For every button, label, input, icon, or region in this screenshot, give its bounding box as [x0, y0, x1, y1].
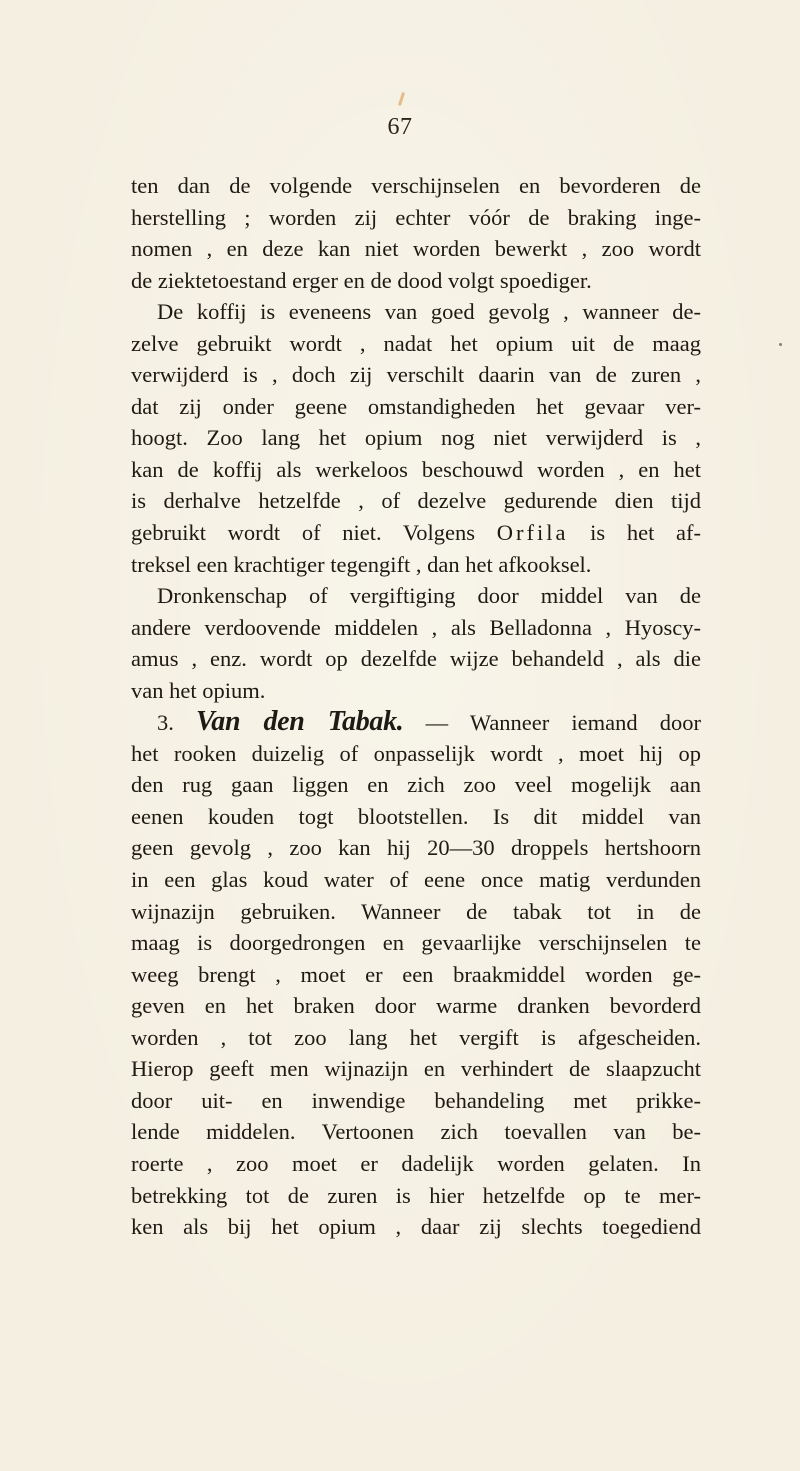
orfila-before: gebruikt wordt of niet. Volgens: [131, 520, 476, 546]
text-line: treksel een krachtiger tegengift , dan het afkooksel.: [131, 551, 592, 577]
text-line: in een glas koud water of eene once matig verdunden: [131, 867, 701, 893]
text-line: Hierop geeft men wijnazijn en verhindert de slaapzucht: [131, 1056, 701, 1082]
text-line: van het opium.: [131, 677, 266, 703]
section-heading-rest: — Wanneer iemand door: [425, 710, 702, 736]
section-number: 3.: [157, 710, 174, 736]
text-line: door uit- en inwendige behandeling met prikke-: [131, 1087, 701, 1113]
stray-ink-mark: [398, 92, 405, 106]
text-line: eenen kouden togt blootstellen. Is dit middel van: [131, 803, 701, 829]
text-line: weeg brengt , moet er een braakmiddel worden ge-: [131, 961, 701, 987]
text-line: geen gevolg , zoo kan hij 20—30 droppels hertshoorn: [131, 835, 701, 861]
text-line: roerte , zoo moet er dadelijk worden gelaten. In: [131, 1150, 701, 1176]
text-line: hoogt. Zoo lang het opium nog niet verwijderd is ,: [131, 425, 701, 451]
section-title: Van den Tabak.: [196, 706, 404, 738]
text-line: de ziektetoestand erger en de dood volgt spoediger.: [131, 267, 592, 293]
text-line: verwijderd is , doch zij verschilt daarin van de zuren ,: [131, 362, 701, 388]
text-line: lende middelen. Vertoonen zich toevallen van be-: [131, 1119, 701, 1145]
text-line: maag is doorgedrongen en gevaarlijke verschijnselen te: [131, 930, 701, 956]
text-line: herstelling ; worden zij echter vóór de braking inge-: [131, 204, 701, 230]
paragraph-start-line: Dronkenschap of vergiftiging door middel van de: [157, 583, 701, 609]
body-text: [131, 170, 701, 1243]
paragraph-start-line: De koffij is eveneens van goed gevolg , wanneer de-: [157, 299, 701, 325]
text-line: is derhalve hetzelfde , of dezelve gedurende dien tijd: [131, 488, 701, 514]
page-number: 67: [387, 114, 413, 140]
text-line: andere verdoovende middelen , als Belladonna , Hyoscy-: [131, 614, 701, 640]
text-line: kan de koffij als werkeloos beschouwd worden , en het: [131, 456, 701, 482]
author-name-orfila: Orfila: [496, 520, 569, 546]
paper-speck: [779, 343, 782, 346]
text-line-orfila: [131, 517, 701, 549]
text-line: den rug gaan liggen en zich zoo veel mogelijk aan: [131, 772, 701, 798]
text-line: het rooken duizelig of onpasselijk wordt , moet hij op: [131, 740, 701, 766]
text-line: ten dan de volgende verschijnselen en bevorderen de: [131, 173, 701, 198]
text-line: nomen , en deze kan niet worden bewerkt , zoo wordt: [131, 236, 701, 262]
text-line: wijnazijn gebruiken. Wanneer de tabak tot in de: [131, 898, 701, 924]
text-line: geven en het braken door warme dranken bevorderd: [131, 993, 701, 1019]
text-line: ken als bij het opium , daar zij slechts toegediend: [131, 1214, 701, 1240]
text-line: zelve gebruikt wordt , nadat het opium uit de maag: [131, 330, 701, 356]
orfila-after: is het af-: [590, 520, 702, 546]
text-line: betrekking tot de zuren is hier hetzelfde op te mer-: [131, 1182, 701, 1208]
text-line: amus , enz. wordt op dezelfde wijze behandeld , als die: [131, 646, 701, 672]
text-line: dat zij onder geene omstandigheden het gevaar ver-: [131, 393, 701, 419]
text-line: worden , tot zoo lang het vergift is afgescheiden.: [131, 1024, 701, 1050]
section-heading-line: [131, 706, 701, 738]
